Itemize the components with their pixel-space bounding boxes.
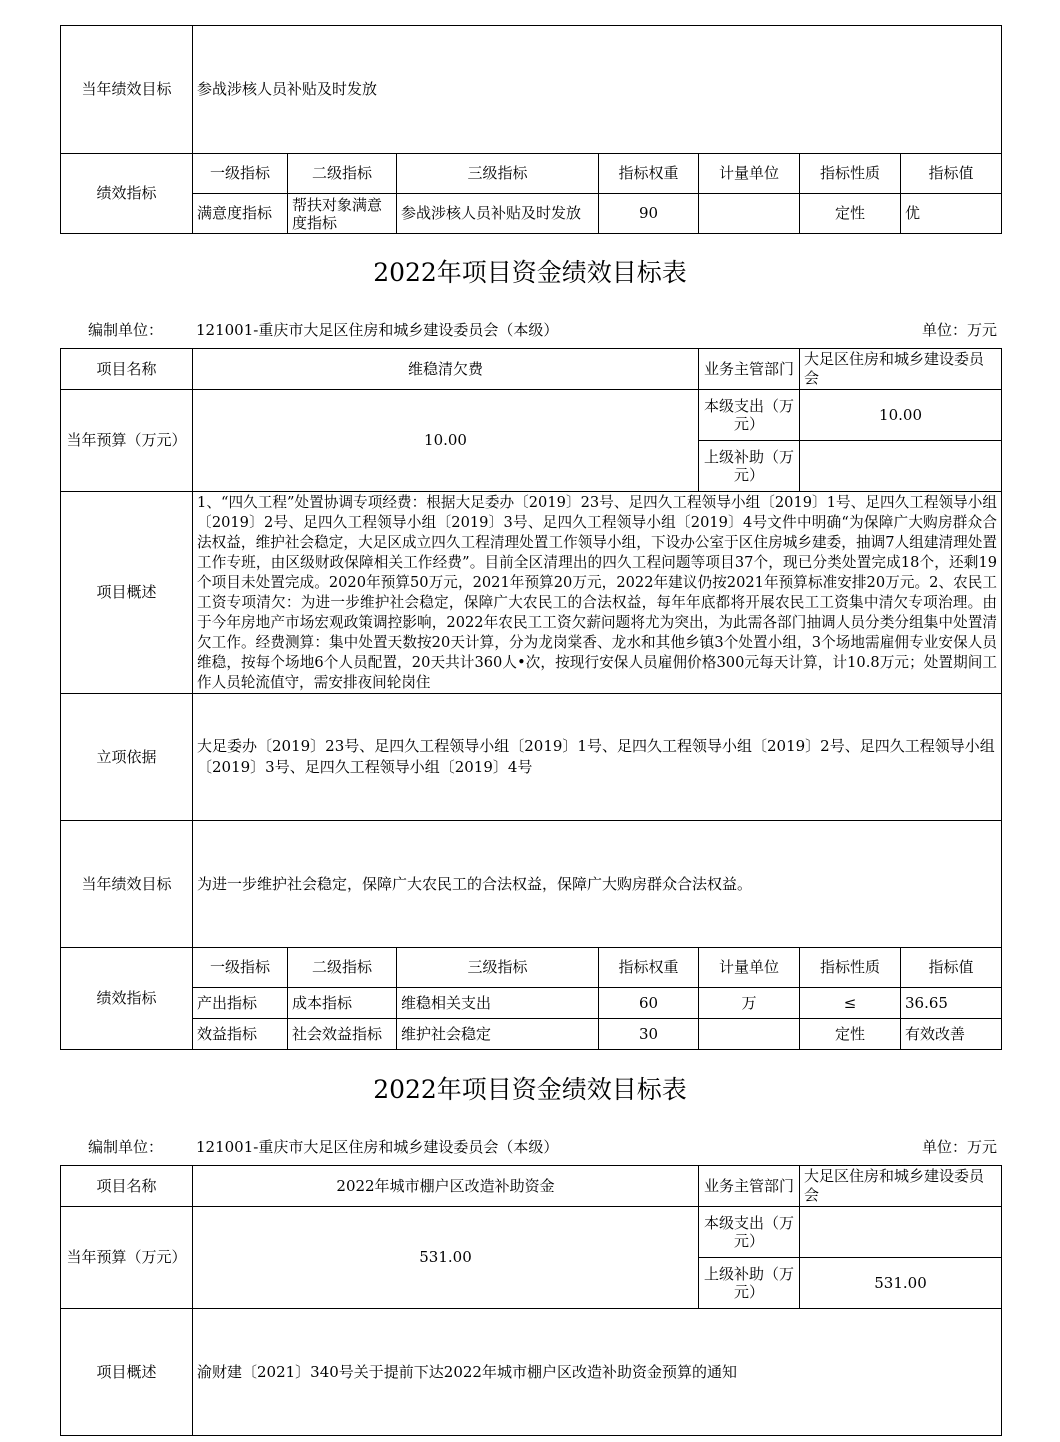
upper-grant-value: [800, 441, 1002, 492]
upper-grant-label: 上级补助（万元）: [699, 441, 800, 492]
basis-label: 立项依据: [61, 694, 193, 821]
header-unit: 计量单位: [699, 948, 800, 988]
basis-text: 大足委办〔2019〕23号、足四久工程领导小组〔2019〕1号、足四久工程领导小组〔2019〕2号、足四久工程领导小组〔2019〕3号、足四久工程领导小组〔2019〕4号: [193, 694, 1002, 821]
cell-level1: 满意度指标: [193, 194, 288, 234]
level-spend-label: 本级支出（万元）: [699, 390, 800, 441]
dept-label: 业务主管部门: [699, 1166, 800, 1207]
cell-level3: 维稳相关支出: [397, 988, 599, 1019]
header-level3: 三级指标: [397, 154, 599, 194]
header-value: 指标值: [901, 154, 1002, 194]
header-nature: 指标性质: [800, 154, 901, 194]
cell-level2: 成本指标: [288, 988, 397, 1019]
cell-level3: 参战涉核人员补贴及时发放: [397, 194, 599, 234]
section1-table: [60, 348, 1002, 1050]
section2-org: 121001-重庆市大足区住房和城乡建设委员会（本级）: [196, 1138, 559, 1156]
section1-unit: 单位：万元: [921, 321, 997, 339]
header-level1: 一级指标: [193, 154, 288, 194]
header-weight: 指标权重: [599, 948, 699, 988]
header-weight: 指标权重: [599, 154, 699, 194]
budget-value: 531.00: [193, 1207, 699, 1309]
section2-org-label: 编制单位：: [88, 1138, 164, 1156]
overview-label: 项目概述: [61, 492, 193, 694]
header-level1: 一级指标: [193, 948, 288, 988]
upper-grant-label: 上级补助（万元）: [699, 1258, 800, 1309]
header-level3: 三级指标: [397, 948, 599, 988]
cell-nature: 定性: [800, 194, 901, 234]
goal-text: 参战涉核人员补贴及时发放: [193, 26, 1002, 154]
dept-value: 大足区住房和城乡建设委员会: [800, 349, 1002, 390]
project-name-label: 项目名称: [61, 349, 193, 390]
cell-value: 优: [901, 194, 1002, 234]
cell-weight: 60: [599, 988, 699, 1019]
cell-level1: 产出指标: [193, 988, 288, 1019]
top-goal-table: [60, 25, 1002, 234]
overview-text: [193, 492, 1002, 694]
table-row: [61, 988, 1002, 1019]
cell-value: 36.65: [901, 988, 1002, 1019]
cell-weight: 90: [599, 194, 699, 234]
cell-nature: 定性: [800, 1019, 901, 1050]
level-spend-value: [800, 1207, 1002, 1258]
section2-table: [60, 1165, 1002, 1436]
overview-content: 1、“四久工程”处置协调专项经费：根据大足委办〔2019〕23号、足四久工程领导小组〔2019〕1号、足四久工程领导小组〔2019〕2号、足四久工程领导小组〔2019〕3号、足四久工程领导小组〔2019〕4号文件中明确“为保障广大购房群众合法权益，维护社会稳定，大足区成立四久工程清理处置工作领导小组，下设办公室于区住房城乡建委，抽调7人组建清理处置工作专班，由区级财政保障相关工作经费”。目前全区清理出的四久工程问题等项目37个，现已分类处置完成18个，还剩19个项目未处置完成。2020年预算50万元，2021年预算20万元，2022年建议仍按2021年预算标准安排20万元。2、农民工工资专项清欠：为进一步维护社会稳定，保障广大农民工的合法权益，每年年底都将开展农民工工资集中清欠专项治理。由于今年房地产市场宏观政策调控影响，2022年农民工工资欠薪问题将尤为突出，为此需各部门抽调人员分类分组集中处置清欠工作。经费测算：集中处置天数按20天计算，分为龙岗棠香、龙水和其他乡镇3个处置小组，3个场地需雇佣专业安保人员维稳，按每个场地6个人员配置，20天共计360人•次，按现行安保人员雇佣价格300元每天计算，计10.8万元；处置期间工作人员轮流值守，需安排夜间轮岗住: [197, 494, 998, 691]
section1-title: 2022年项目资金绩效目标表: [373, 258, 687, 287]
cell-level1: 效益指标: [193, 1019, 288, 1050]
section2-unit: 单位：万元: [921, 1138, 997, 1156]
section2-title: 2022年项目资金绩效目标表: [373, 1075, 687, 1104]
header-level2: 二级指标: [288, 948, 397, 988]
dept-value: 大足区住房和城乡建设委员会: [800, 1166, 1002, 1207]
goal-label: 当年绩效目标: [61, 821, 193, 948]
cell-weight: 30: [599, 1019, 699, 1050]
goal-label: 当年绩效目标: [61, 26, 193, 154]
level-spend-value: 10.00: [800, 390, 1002, 441]
cell-unit: [699, 1019, 800, 1050]
cell-unit: [699, 194, 800, 234]
budget-label: 当年预算（万元）: [61, 1207, 193, 1309]
overview-label: 项目概述: [61, 1309, 193, 1436]
cell-level3: 维护社会稳定: [397, 1019, 599, 1050]
perf-label: 绩效指标: [61, 948, 193, 1050]
header-value: 指标值: [901, 948, 1002, 988]
perf-label: 绩效指标: [61, 154, 193, 234]
budget-value: 10.00: [193, 390, 699, 492]
header-nature: 指标性质: [800, 948, 901, 988]
table-row: [61, 194, 1002, 234]
overview-text: 渝财建〔2021〕340号关于提前下达2022年城市棚户区改造补助资金预算的通知: [193, 1309, 1002, 1436]
section1-org-label: 编制单位：: [88, 321, 164, 339]
table-row: [61, 1019, 1002, 1050]
goal-text: 为进一步维护社会稳定，保障广大农民工的合法权益，保障广大购房群众合法权益。: [193, 821, 1002, 948]
project-name: 维稳清欠费: [193, 349, 699, 390]
cell-value: 有效改善: [901, 1019, 1002, 1050]
section1-org: 121001-重庆市大足区住房和城乡建设委员会（本级）: [196, 321, 559, 339]
cell-level2: 帮扶对象满意度指标: [288, 194, 397, 234]
header-level2: 二级指标: [288, 154, 397, 194]
header-unit: 计量单位: [699, 154, 800, 194]
cell-level2: 社会效益指标: [288, 1019, 397, 1050]
project-name: 2022年城市棚户区改造补助资金: [193, 1166, 699, 1207]
cell-unit: 万: [699, 988, 800, 1019]
budget-label: 当年预算（万元）: [61, 390, 193, 492]
upper-grant-value: 531.00: [800, 1258, 1002, 1309]
cell-nature: ≤: [800, 988, 901, 1019]
dept-label: 业务主管部门: [699, 349, 800, 390]
level-spend-label: 本级支出（万元）: [699, 1207, 800, 1258]
project-name-label: 项目名称: [61, 1166, 193, 1207]
